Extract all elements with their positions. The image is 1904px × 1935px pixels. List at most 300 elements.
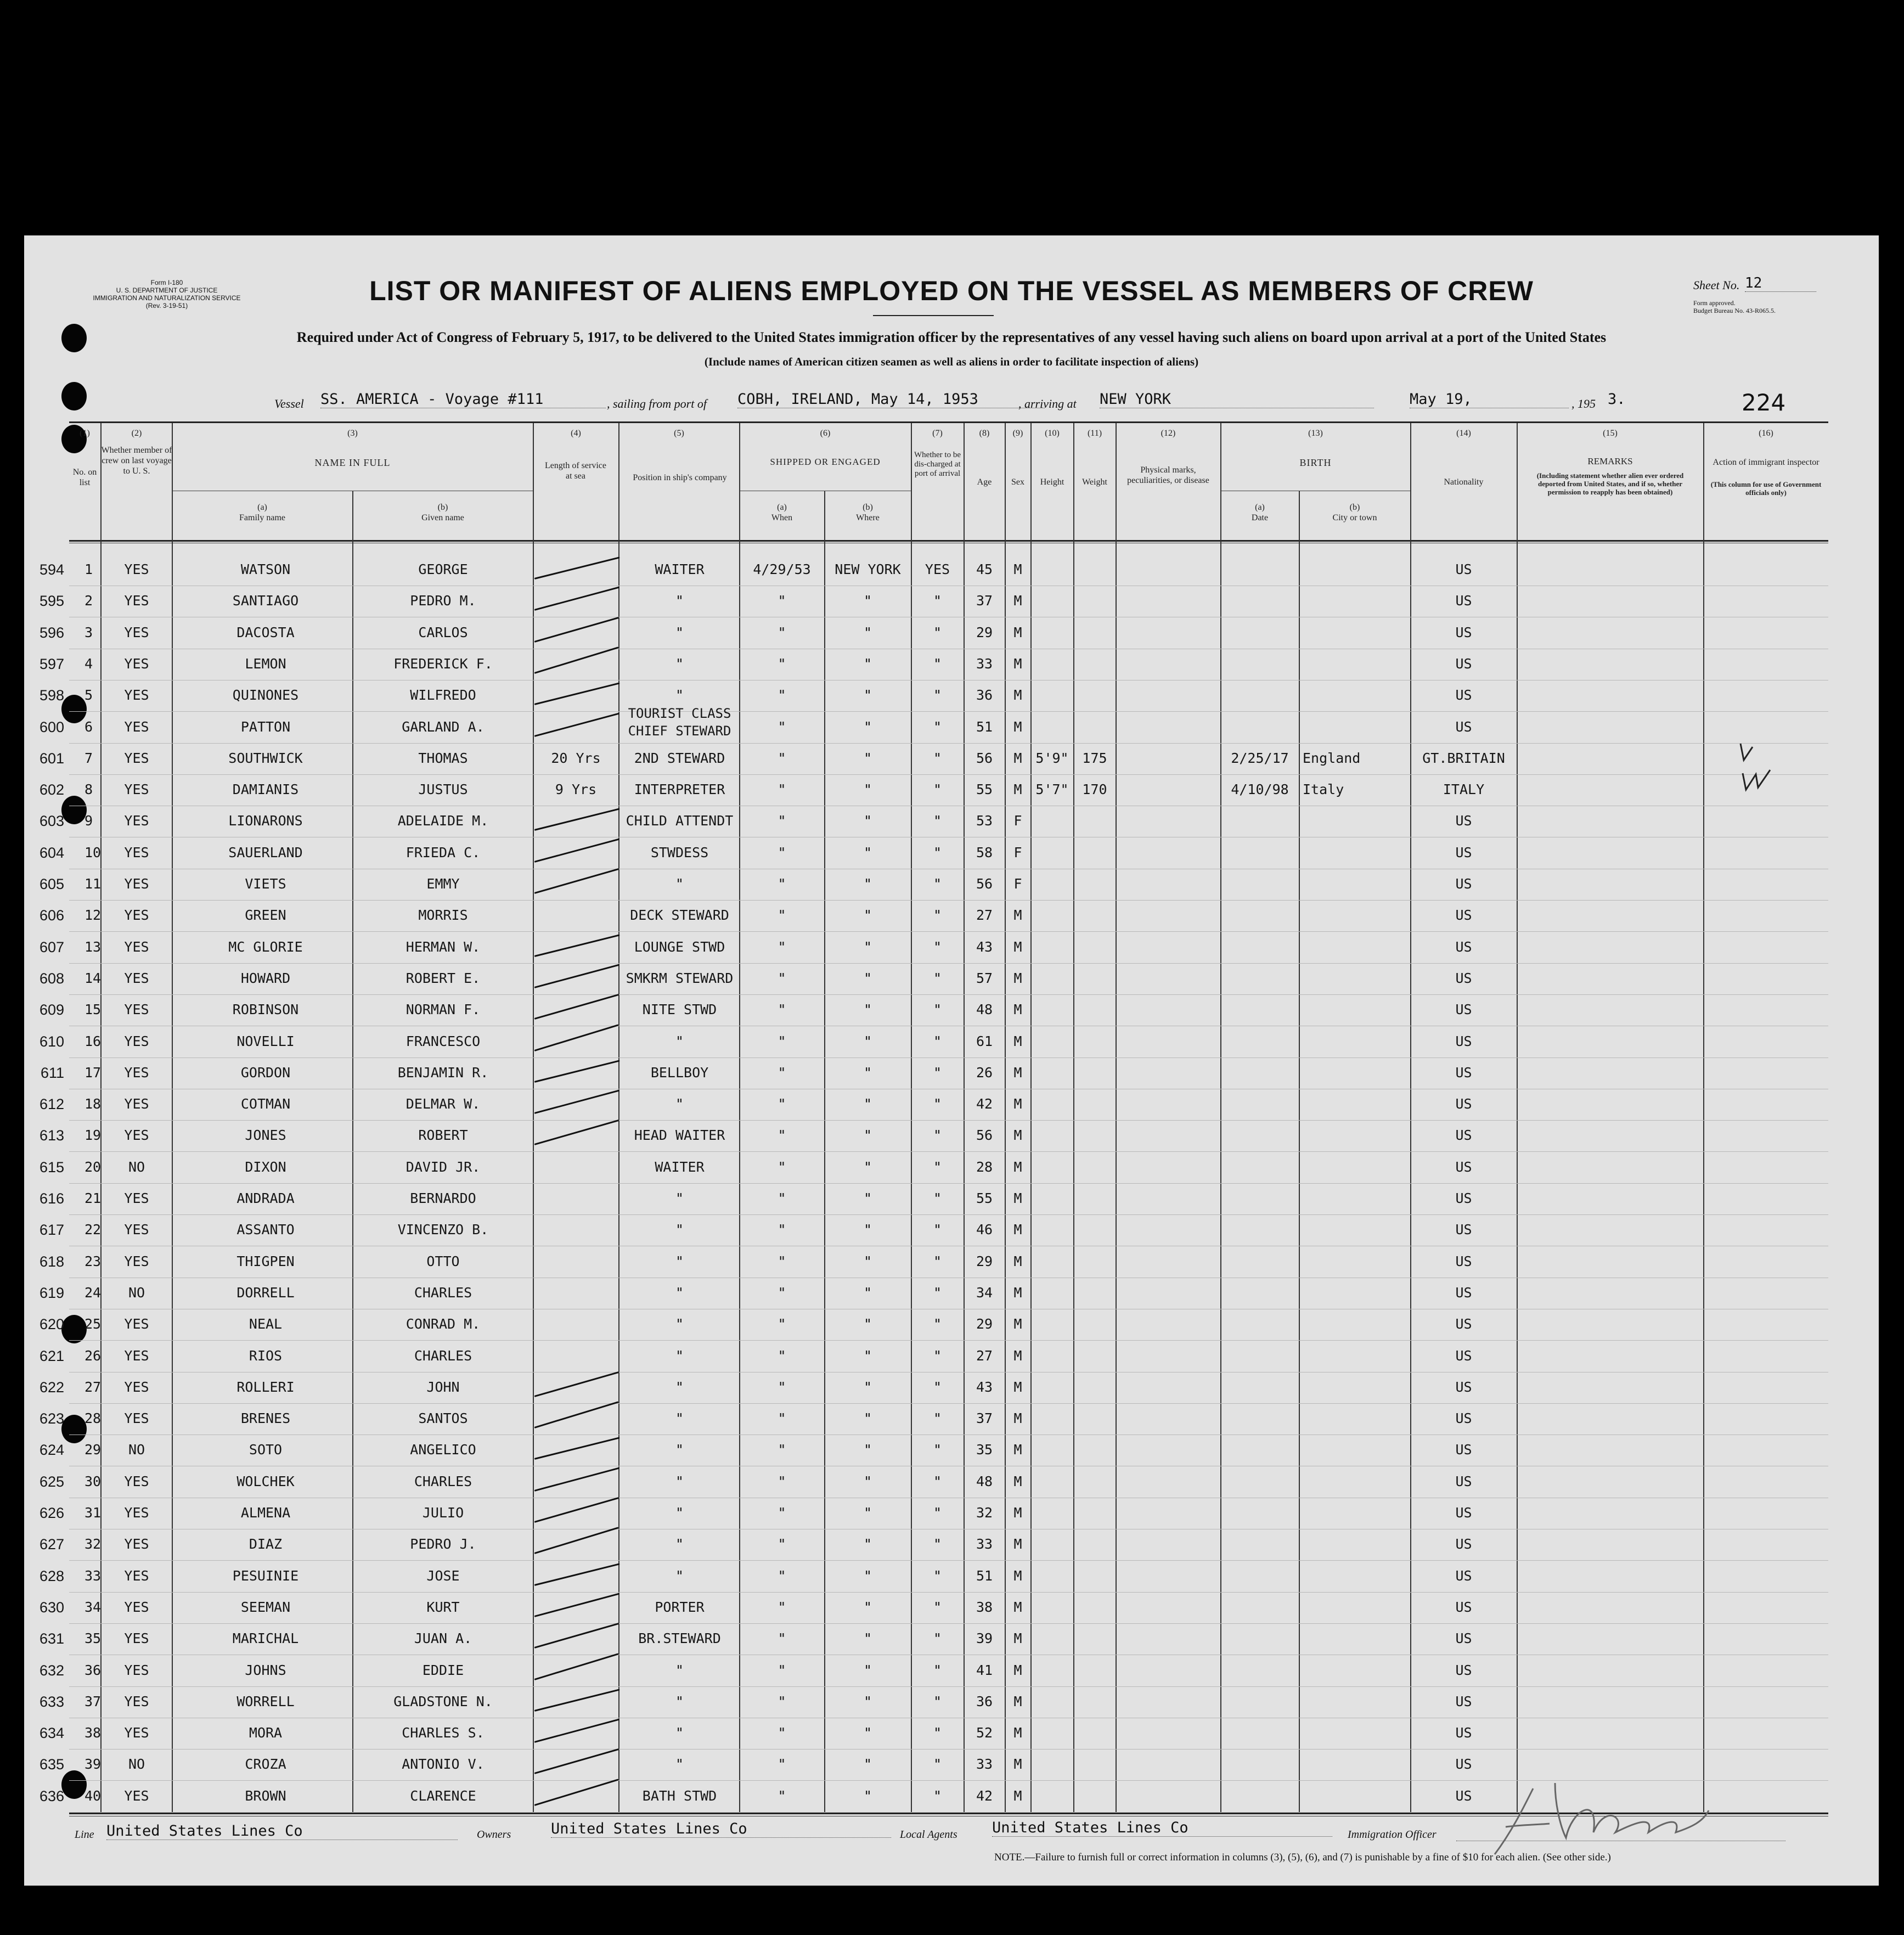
row-rule [69, 1151, 1828, 1152]
cell-sex: M [1013, 1253, 1022, 1269]
cell-position: SMKRM STEWARD [626, 970, 734, 986]
cell-when: " [778, 1253, 786, 1269]
cell-when: " [778, 1536, 786, 1552]
cell-age: 27 [976, 1348, 993, 1364]
cell-no: 34 [85, 1599, 102, 1615]
cell-nat: US [1455, 625, 1472, 640]
cell-where: " [863, 656, 872, 672]
row-reference-number: 618 [39, 1253, 64, 1270]
cell-no: 35 [85, 1630, 102, 1646]
row-reference-number: 611 [40, 1065, 64, 1081]
agents-value: United States Lines Co [992, 1819, 1332, 1837]
cell-given: CARLOS [418, 625, 468, 640]
header-position: Position in ship's company [633, 473, 727, 482]
cell-given: SANTOS [418, 1410, 468, 1426]
cell-given: PEDRO J. [410, 1536, 476, 1552]
cell-sex: M [1013, 1190, 1022, 1206]
cell-no: 27 [85, 1379, 102, 1395]
row-reference-number: 615 [39, 1159, 64, 1175]
approval-text: Form approved. [1693, 299, 1736, 307]
cell-no: 5 [85, 687, 93, 703]
cell-sex: M [1013, 561, 1022, 577]
row-reference-number: 621 [39, 1348, 64, 1364]
cell-given: CHARLES [414, 1348, 472, 1364]
cell-nat: US [1455, 1662, 1472, 1678]
cell-no: 11 [85, 876, 102, 892]
cell-nat: US [1455, 1694, 1472, 1709]
cell-when: " [778, 813, 786, 829]
row-reference-number: 608 [39, 970, 64, 987]
cell-where: " [863, 1222, 872, 1238]
page-title: LIST OR MANIFEST OF ALIENS EMPLOYED ON THE VESSEL AS MEMBERS OF CREW [369, 275, 1534, 306]
col-14-number: (14) [1456, 429, 1471, 438]
cell-position: NITE STWD [642, 1002, 717, 1017]
service-pen-mark [534, 1060, 620, 1083]
cell-family: DACOSTA [236, 625, 295, 640]
cell-position: " [675, 1756, 684, 1772]
cell-disch: " [933, 625, 942, 640]
cell-where: " [863, 719, 872, 735]
cell-where: " [863, 781, 872, 797]
cell-disch: " [933, 1190, 942, 1206]
cell-where: " [863, 1127, 872, 1143]
cell-age: 36 [976, 1694, 993, 1709]
service-pen-mark [534, 1467, 619, 1492]
cell-height: 5'7" [1035, 781, 1069, 797]
cell-given: JOSE [426, 1568, 460, 1584]
cell-no: 39 [85, 1756, 102, 1772]
cell-last: YES [124, 1253, 149, 1269]
service-pen-mark [534, 1371, 619, 1397]
cell-family: JONES [245, 1127, 286, 1143]
row-reference-number: 602 [39, 781, 64, 798]
cell-position: " [675, 1379, 684, 1395]
cell-when: " [778, 1599, 786, 1615]
cell-where: " [863, 1033, 872, 1049]
cell-where: " [863, 750, 872, 766]
cell-height: 5'9" [1035, 750, 1069, 766]
cell-position: HEAD WAITER [634, 1127, 725, 1143]
cell-when: " [778, 687, 786, 703]
subtitle: Required under Act of Congress of February 5, 1917, to be delivered to the United States immigration officer by the representatives of any vessel having such aliens on board upon arrival at a port of the United States [296, 329, 1607, 345]
cell-when: " [778, 907, 786, 923]
row-reference-number: 623 [39, 1410, 64, 1427]
col-divider [1073, 423, 1074, 1813]
service-pen-mark [534, 682, 620, 705]
service-pen-mark [534, 1120, 619, 1145]
cell-no: 25 [85, 1316, 102, 1332]
cell-where: " [863, 845, 872, 860]
row-reference-number: 597 [39, 656, 64, 672]
cell-disch: " [933, 1159, 942, 1175]
cell-family: PESUINIE [232, 1568, 299, 1584]
vessel-label: Vessel [274, 397, 304, 410]
cell-given: FREDERICK F. [393, 656, 493, 672]
cell-nat: US [1455, 1190, 1472, 1206]
cell-where: " [863, 1159, 872, 1175]
arriving-label: , arriving at [1018, 397, 1077, 410]
cell-when: " [778, 625, 786, 640]
cell-sex: M [1013, 625, 1022, 640]
header-family-name: (a) Family name [239, 503, 285, 522]
cell-weight: 170 [1082, 781, 1107, 797]
cell-no: 12 [85, 907, 102, 923]
cell-position: " [675, 876, 684, 892]
row-reference-number: 620 [39, 1316, 64, 1332]
cell-given: BERNARDO [410, 1190, 476, 1206]
cell-disch: " [933, 656, 942, 672]
cell-given: CHARLES [414, 1473, 472, 1489]
cell-no: 8 [85, 781, 93, 797]
cell-nat: ITALY [1443, 781, 1485, 797]
cell-family: ROLLERI [236, 1379, 295, 1395]
cell-nat: US [1455, 1096, 1472, 1112]
cell-when: " [778, 1033, 786, 1049]
cell-family: LIONARONS [228, 813, 303, 829]
header-remarks: REMARKS [1587, 456, 1633, 466]
cell-family: DIAZ [249, 1536, 283, 1552]
cell-sex: M [1013, 1410, 1022, 1426]
cell-disch: " [933, 1033, 942, 1049]
cell-nat: US [1455, 1222, 1472, 1238]
col-divider [1116, 423, 1117, 1813]
row-reference-number: 635 [39, 1756, 64, 1773]
row-reference-number: 604 [39, 845, 64, 861]
cell-when: " [778, 1348, 786, 1364]
cell-nat: US [1455, 1379, 1472, 1395]
cell-disch: " [933, 1630, 942, 1646]
cell-position: WAITER [655, 1159, 705, 1175]
cell-position: " [675, 1505, 684, 1521]
cell-family: QUINONES [232, 687, 299, 703]
cell-position: " [675, 1662, 684, 1678]
cell-disch: " [933, 1065, 942, 1081]
cell-family: JOHNS [245, 1662, 286, 1678]
col-7-number: (7) [932, 429, 943, 438]
cell-disch: " [933, 1662, 942, 1678]
cell-when: " [778, 719, 786, 735]
cell-disch: " [933, 1756, 942, 1772]
cell-nat: US [1455, 719, 1472, 735]
cell-family: PATTON [240, 719, 291, 735]
cell-where: " [863, 1253, 872, 1269]
cell-nat: US [1455, 1788, 1472, 1804]
cell-age: 38 [976, 1599, 993, 1615]
service-pen-mark [534, 1090, 619, 1114]
cell-given: JULIO [422, 1505, 464, 1521]
cell-family: ASSANTO [236, 1222, 295, 1238]
cell-where: " [863, 1410, 872, 1426]
cell-when: " [778, 1096, 786, 1112]
cell-where: " [863, 1190, 872, 1206]
cell-given: GLADSTONE N. [393, 1694, 493, 1709]
form-approval [1693, 299, 1776, 314]
cell-family: DORRELL [236, 1285, 295, 1301]
cell-sex: F [1013, 845, 1022, 860]
cell-where: " [863, 625, 872, 640]
cell-family: MORA [249, 1725, 283, 1741]
row-reference-number: 601 [39, 750, 64, 767]
cell-age: 28 [976, 1159, 993, 1175]
cell-no: 38 [85, 1725, 102, 1741]
cell-where: " [863, 1662, 872, 1678]
row-rule [69, 743, 1828, 744]
service-pen-mark [534, 1401, 619, 1428]
cell-no: 10 [85, 845, 102, 860]
cell-sex: M [1013, 1159, 1022, 1175]
cell-last: YES [124, 813, 149, 829]
cell-sex: M [1013, 1316, 1022, 1332]
cell-age: 42 [976, 1096, 993, 1112]
cell-given: FRANCESCO [405, 1033, 481, 1049]
punch-hole [61, 382, 87, 410]
cell-age: 52 [976, 1725, 993, 1741]
cell-nat: US [1455, 1316, 1472, 1332]
cell-nat: US [1455, 845, 1472, 860]
service-pen-mark [534, 1024, 619, 1051]
cell-given: CLARENCE [410, 1788, 476, 1804]
cell-sex: M [1013, 1662, 1022, 1678]
cell-age: 35 [976, 1442, 993, 1458]
row-reference-number: 630 [39, 1599, 64, 1616]
cell-last: YES [124, 1725, 149, 1741]
cell-last: YES [124, 625, 149, 640]
header-height: Height [1040, 477, 1064, 487]
cell-bplace: England [1303, 750, 1361, 766]
cell-where: NEW YORK [835, 561, 901, 577]
cell-nat: US [1455, 1536, 1472, 1552]
cell-age: 34 [976, 1285, 993, 1301]
cell-sex: M [1013, 719, 1022, 735]
service-pen-mark [534, 839, 619, 863]
cell-no: 37 [85, 1694, 102, 1709]
cell-disch: " [933, 781, 942, 797]
cell-no: 40 [85, 1788, 102, 1804]
service-pen-mark [534, 1719, 619, 1743]
row-reference-number: 603 [39, 813, 64, 829]
col-divider [1299, 491, 1300, 1813]
cell-service: 9 Yrs [555, 781, 597, 797]
cell-when: " [778, 1442, 786, 1458]
cell-position: " [675, 687, 684, 703]
cell-when: " [778, 1379, 786, 1395]
cell-disch: " [933, 1096, 942, 1112]
cell-position: " [675, 625, 684, 640]
cell-last: YES [124, 719, 149, 735]
cell-given: OTTO [426, 1253, 460, 1269]
cell-sex: M [1013, 1096, 1022, 1112]
cell-family: THIGPEN [236, 1253, 295, 1269]
cell-last: YES [124, 1599, 149, 1615]
cell-last: YES [124, 1348, 149, 1364]
cell-disch: " [933, 1002, 942, 1017]
cell-nat: US [1455, 687, 1472, 703]
cell-no: 33 [85, 1568, 102, 1584]
cell-nat: US [1455, 561, 1472, 577]
cell-age: 45 [976, 561, 993, 577]
row-reference-number: 606 [39, 907, 64, 924]
cell-age: 58 [976, 845, 993, 860]
cell-no: 32 [85, 1536, 102, 1552]
cell-family: SANTIAGO [232, 593, 299, 609]
cell-disch: " [933, 593, 942, 609]
cell-no: 16 [85, 1033, 102, 1049]
row-reference-number: 610 [39, 1033, 64, 1050]
cell-position: " [675, 1725, 684, 1741]
agents-label: Local Agents [900, 1829, 957, 1841]
row-reference-number: 607 [39, 939, 64, 955]
cell-given: GEORGE [418, 561, 468, 577]
header-given-name: (b) Given name [421, 503, 464, 522]
cell-no: 17 [85, 1065, 102, 1081]
cell-given: HERMAN W. [405, 939, 481, 955]
arrival-port: NEW YORK [1100, 391, 1374, 408]
cell-last: YES [124, 750, 149, 766]
cell-sex: M [1013, 1599, 1022, 1615]
row-reference-number: 622 [39, 1379, 64, 1396]
cell-disch: " [933, 1285, 942, 1301]
cell-sex: M [1013, 1536, 1022, 1552]
cell-where: " [863, 593, 872, 609]
row-reference-number: 632 [39, 1662, 64, 1679]
cell-age: 29 [976, 1316, 993, 1332]
cell-age: 48 [976, 1473, 993, 1489]
header-last-voyage: Whether member of crew on last voyage to U. S. [101, 446, 172, 476]
row-reference-number: 598 [39, 687, 64, 704]
service-pen-mark [534, 1497, 619, 1523]
service-pen-mark [534, 1593, 619, 1617]
inspector-checkmarks [1736, 739, 1780, 800]
cell-age: 33 [976, 656, 993, 672]
cell-last: YES [124, 561, 149, 577]
cell-last: YES [124, 907, 149, 923]
cell-when: " [778, 1725, 786, 1741]
cell-nat: US [1455, 1348, 1472, 1364]
header-bottom-rule [69, 540, 1828, 542]
cell-age: 61 [976, 1033, 993, 1049]
cell-position: BR.STEWARD [638, 1630, 721, 1646]
cell-sex: M [1013, 1788, 1022, 1804]
cell-nat: US [1455, 1599, 1472, 1615]
header-shipped-engaged: SHIPPED OR ENGAGED [770, 457, 881, 467]
cell-no: 15 [85, 1002, 102, 1017]
cell-when: " [778, 1222, 786, 1238]
cell-where: " [863, 970, 872, 986]
cell-where: " [863, 1788, 872, 1804]
cell-no: 20 [85, 1159, 102, 1175]
cell-nat: US [1455, 1253, 1472, 1269]
cell-sex: M [1013, 939, 1022, 955]
header-birth-date: (a) Date [1251, 503, 1269, 522]
cell-sex: M [1013, 1568, 1022, 1584]
cell-sex: M [1013, 593, 1022, 609]
service-pen-mark [534, 1563, 620, 1586]
cell-no: 2 [85, 593, 93, 609]
header-age: Age [977, 477, 992, 487]
cell-position: BATH STWD [642, 1788, 717, 1804]
cell-family: BROWN [245, 1788, 286, 1804]
cell-disch: YES [925, 561, 950, 577]
row-rule [69, 1403, 1828, 1404]
row-rule [69, 774, 1828, 775]
cell-no: 4 [85, 656, 93, 672]
cell-position: LOUNGE STWD [634, 939, 725, 955]
service-pen-mark [534, 713, 619, 737]
header-remarks-sub: (Including statement whether alien ever ordered deported from United States, and if so, whether permission to reapply has been obtained) [1536, 471, 1684, 496]
service-pen-mark [534, 934, 620, 957]
cell-no: 31 [85, 1505, 102, 1521]
cell-position: " [675, 1033, 684, 1049]
cell-age: 32 [976, 1505, 993, 1521]
cell-nat: US [1455, 1285, 1472, 1301]
col-divider [533, 423, 534, 1813]
cell-last: YES [124, 939, 149, 955]
cell-sex: M [1013, 1379, 1022, 1395]
cell-age: 29 [976, 625, 993, 640]
cell-given: NORMAN F. [405, 1002, 481, 1017]
cell-where: " [863, 876, 872, 892]
cell-when: " [778, 593, 786, 609]
cell-disch: " [933, 1316, 942, 1332]
row-reference-number: 594 [39, 561, 64, 578]
header-when: (a) When [771, 503, 793, 522]
header-weight: Weight [1082, 477, 1107, 487]
service-pen-mark [534, 587, 619, 611]
cell-given: CHARLES S. [402, 1725, 485, 1741]
revision: (Rev. 3-19-51) [145, 302, 188, 310]
row-reference-number: 625 [39, 1473, 64, 1490]
cell-when: " [778, 1002, 786, 1017]
cell-disch: " [933, 1348, 942, 1364]
cell-age: 26 [976, 1065, 993, 1081]
cell-family: GREEN [245, 907, 286, 923]
cell-nat: US [1455, 813, 1472, 829]
cell-age: 46 [976, 1222, 993, 1238]
cell-position: " [675, 1694, 684, 1709]
row-reference-number: 626 [39, 1505, 64, 1521]
cell-where: " [863, 939, 872, 955]
cell-sex: M [1013, 1222, 1022, 1238]
cell-disch: " [933, 687, 942, 703]
cell-family: ANDRADA [236, 1190, 295, 1206]
service-pen-mark [534, 1437, 620, 1460]
row-reference-number: 596 [39, 625, 64, 641]
cell-where: " [863, 1285, 872, 1301]
cell-family: DAMIANIS [232, 781, 299, 797]
cell-when: " [778, 1190, 786, 1206]
cell-family: RIOS [249, 1348, 283, 1364]
cell-bdate: 4/10/98 [1231, 781, 1289, 797]
cell-last: YES [124, 1002, 149, 1017]
cell-sex: M [1013, 1285, 1022, 1301]
cell-when: " [778, 1630, 786, 1646]
cell-given: DAVID JR. [405, 1159, 481, 1175]
cell-last: YES [124, 1190, 149, 1206]
sheet-label: Sheet No. [1693, 278, 1740, 292]
cell-last: YES [124, 1788, 149, 1804]
cell-last: YES [124, 1662, 149, 1678]
cell-given: ROBERT [418, 1127, 468, 1143]
col-15-number: (15) [1603, 429, 1618, 438]
cell-when: " [778, 1788, 786, 1804]
row-rule [69, 1560, 1828, 1561]
cell-when: " [778, 750, 786, 766]
row-rule [69, 1340, 1828, 1341]
cell-position: " [675, 1190, 684, 1206]
sailing-label: , sailing from port of [607, 397, 707, 410]
cell-when: " [778, 781, 786, 797]
cell-last: YES [124, 656, 149, 672]
